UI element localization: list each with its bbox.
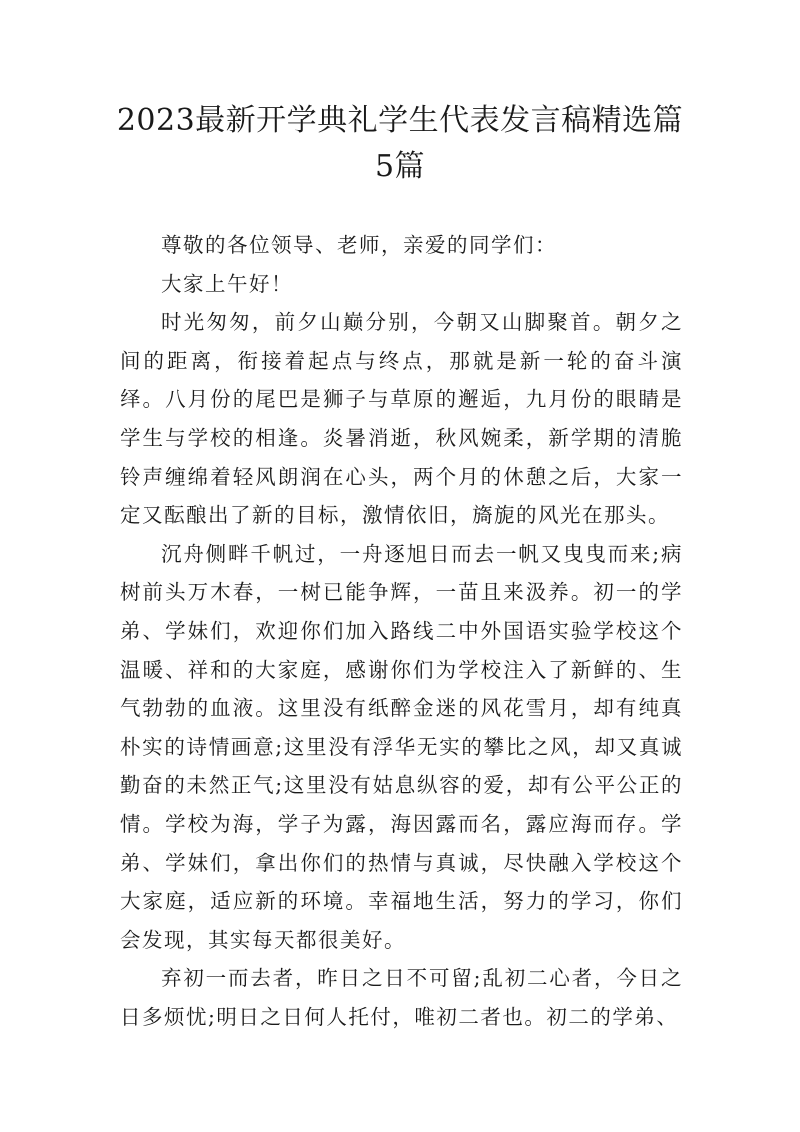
paragraph-3: 弃初一而去者，昨日之日不可留;乱初二心者，今日之日多烦忧;明日之日何人托付，唯初二者也。初二的学弟、 <box>120 966 683 1029</box>
title-line-2: 5篇 <box>374 149 426 184</box>
document-title <box>100 98 700 190</box>
paragraph-2: 沉舟侧畔千帆过，一舟逐旭日而去一帆又曳曳而来;病树前头万木春，一树已能争辉，一苗且来汲养。初一的学弟、学妹们，欢迎你们加入路线二中外国语实验学校这个温暖、祥和的大家庭，感谢你们为学校注入了新鲜的、生气勃勃的血液。这里没有纸醉金迷的风花雪月，却有纯真朴实的诗情画意;这里没有浮华无实的攀比之风，却又真诚勤奋的未然正气;这里没有姑息纵容的爱，却有公平公正的情。学校为海，学子为露，海因露而名，露应海而存。学弟、学妹们，拿出你们的热情与真诚，尽快融入学校这个大家庭，适应新的环境。幸福地生活，努力的学习，你们会发现，其实每天都很美好。 <box>120 541 683 952</box>
paragraph-1: 时光匆匆，前夕山巅分别，今朝又山脚聚首。朝夕之间的距离，衔接着起点与终点，那就是新一轮的奋斗演绎。八月份的尾巴是狮子与草原的邂逅，九月份的眼睛是学生与学校的相逢。炎暑消逝，秋风婉柔，新学期的清脆铃声缠绵着轻风朗润在心头，两个月的休憩之后，大家一定又酝酿出了新的目标，激情依旧，旖旎的风光在那头。 <box>120 310 683 528</box>
paragraph-greeting: 尊敬的各位领导、老师，亲爱的同学们： <box>161 233 557 257</box>
document-body <box>120 226 683 1036</box>
paragraph-salutation: 大家上午好！ <box>161 271 293 296</box>
title-line-1: 2023最新开学典礼学生代表发言稿精选篇 <box>116 103 684 138</box>
